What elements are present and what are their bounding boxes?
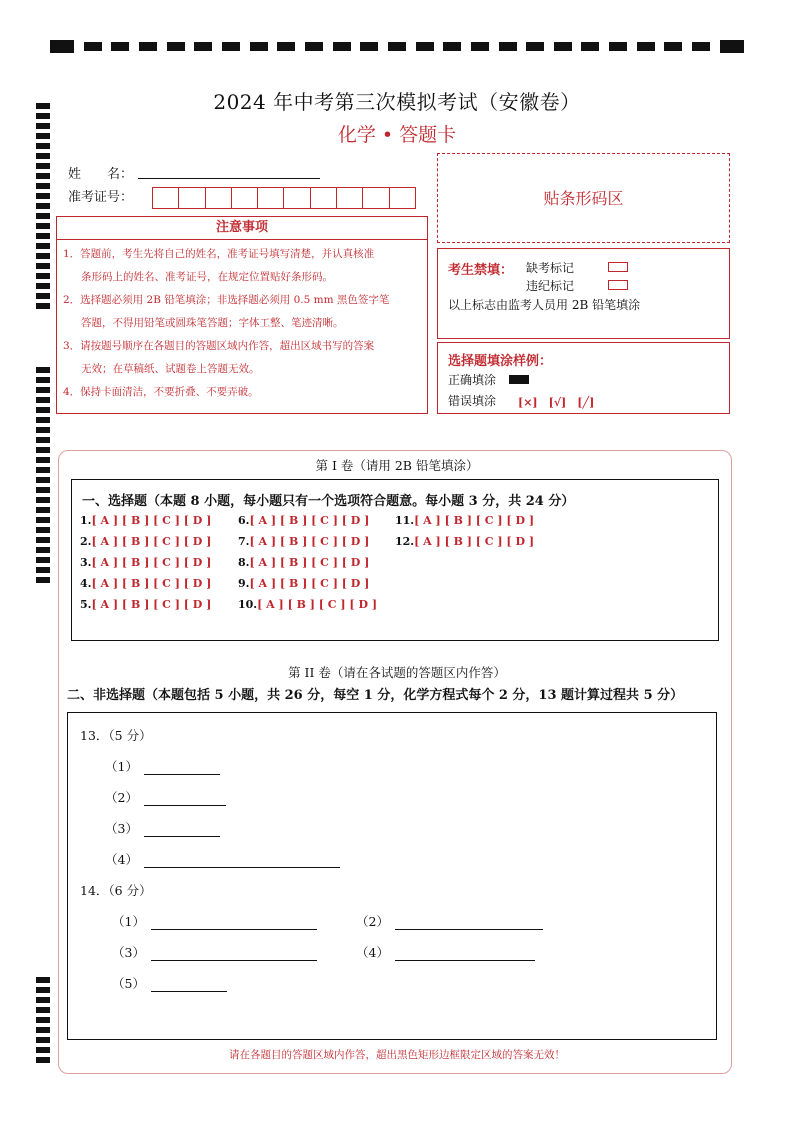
choice-q3[interactable]: 3.[ A ] [ B ] [ C ] [ D ] xyxy=(80,556,212,569)
violation-mark-label: 违纪标记 xyxy=(526,279,575,293)
notice-box xyxy=(56,239,428,414)
notice-line: 答题，不得用铅笔或圆珠笔答题；字体工整、笔迹清晰。 xyxy=(81,317,344,329)
q14-blank-4[interactable]: （4） xyxy=(356,943,535,961)
notice-line: 4．保持卡面清洁，不要折叠、不要弄破。 xyxy=(63,386,259,398)
name-field[interactable] xyxy=(138,178,320,179)
q14-blank-2[interactable]: （2） xyxy=(356,912,543,930)
nonchoice-section-title: 二、非选择题（本题包括 5 小题，共 26 分，每空 1 分，化学方程式每个 2 分，13 题计算过程共 5 分） xyxy=(67,688,684,703)
fill-example-box xyxy=(437,342,730,414)
top-timing-marks xyxy=(50,40,744,52)
choice-q10[interactable]: 10.[ A ] [ B ] [ C ] [ D ] xyxy=(238,598,378,611)
barcode-area xyxy=(437,153,730,243)
choice-section-title: 一、选择题（本题 8 小题，每小题只有一个选项符合题意。每小题 3 分，共 24 分） xyxy=(82,494,575,509)
choice-q8[interactable]: 8.[ A ] [ B ] [ C ] [ D ] xyxy=(238,556,370,569)
wrong-fill-marks: [×] [√] [╱] xyxy=(518,396,595,409)
name-label: 姓 名： xyxy=(68,167,134,182)
notice-line: 无效；在草稿纸、试题卷上答题无效。 xyxy=(81,363,260,375)
q13-label: 13．（5 分） xyxy=(80,728,152,743)
absent-mark-label: 缺考标记 xyxy=(526,261,575,275)
choice-q12[interactable]: 12.[ A ] [ B ] [ C ] [ D ] xyxy=(395,535,535,548)
choice-q9[interactable]: 9.[ A ] [ B ] [ C ] [ D ] xyxy=(238,577,370,590)
choice-q7[interactable]: 7.[ A ] [ B ] [ C ] [ D ] xyxy=(238,535,370,548)
q13-blank-1[interactable]: （1） xyxy=(105,757,220,775)
part2-header: 第 II 卷（请在各试题的答题区内作答） xyxy=(288,665,506,680)
choice-q2[interactable]: 2.[ A ] [ B ] [ C ] [ D ] xyxy=(80,535,212,548)
forbidden-note: 以上标志由监考人员用 2B 铅笔填涂 xyxy=(448,298,641,312)
choice-q1[interactable]: 1.[ A ] [ B ] [ C ] [ D ] xyxy=(80,514,212,527)
notice-heading: 注意事项 xyxy=(56,216,428,240)
examiner-only-box xyxy=(437,248,730,339)
choice-q5[interactable]: 5.[ A ] [ B ] [ C ] [ D ] xyxy=(80,598,212,611)
part1-header: 第 I 卷（请用 2B 铅笔填涂） xyxy=(315,458,479,473)
notice-line: 条形码上的姓名、准考证号，在规定位置贴好条形码。 xyxy=(81,271,333,283)
barcode-label: 贴条形码区 xyxy=(543,189,624,208)
q13-blank-3[interactable]: （3） xyxy=(105,819,220,837)
subject-title: 化学 • 答题卡 xyxy=(337,124,457,146)
forbidden-label: 考生禁填： xyxy=(448,263,514,278)
violation-mark-box xyxy=(608,280,628,290)
q14-blank-5[interactable]: （5） xyxy=(112,974,227,992)
choice-q11[interactable]: 11.[ A ] [ B ] [ C ] [ D ] xyxy=(395,514,535,527)
q14-blank-3[interactable]: （3） xyxy=(112,943,317,961)
notice-line: 3．请按题号顺序在各题目的答题区域内作答，超出区域书写的答案 xyxy=(63,340,375,352)
id-label: 准考证号： xyxy=(68,190,134,205)
left-timing-marks-middle xyxy=(36,367,50,583)
correct-fill-mark xyxy=(509,375,529,384)
fill-example-title: 选择题填涂样例： xyxy=(448,354,553,369)
correct-fill-label: 正确填涂 xyxy=(448,373,497,387)
notice-line: 1．答题前，考生先将自己的姓名，准考证号填写清楚，并认真核准 xyxy=(63,248,375,260)
wrong-fill-label: 错误填涂 xyxy=(448,394,497,408)
q13-blank-2[interactable]: （2） xyxy=(105,788,226,806)
absent-mark-box xyxy=(608,262,628,272)
id-number-grid[interactable] xyxy=(152,187,416,209)
q14-blank-1[interactable]: （1） xyxy=(112,912,317,930)
q13-blank-4[interactable]: （4） xyxy=(105,850,340,868)
footer-warning: 请在各题目的答题区域内作答，超出黑色矩形边框限定区域的答案无效！ xyxy=(229,1049,565,1061)
notice-line: 2．选择题必须用 2B 铅笔填涂；非选择题必须用 0.5 mm 黑色签字笔 xyxy=(63,294,390,306)
q14-label: 14．（6 分） xyxy=(80,883,152,898)
choice-q4[interactable]: 4.[ A ] [ B ] [ C ] [ D ] xyxy=(80,577,212,590)
choice-q6[interactable]: 6.[ A ] [ B ] [ C ] [ D ] xyxy=(238,514,370,527)
exam-title: 2024 年中考第三次模拟考试（安徽卷） xyxy=(213,90,581,114)
